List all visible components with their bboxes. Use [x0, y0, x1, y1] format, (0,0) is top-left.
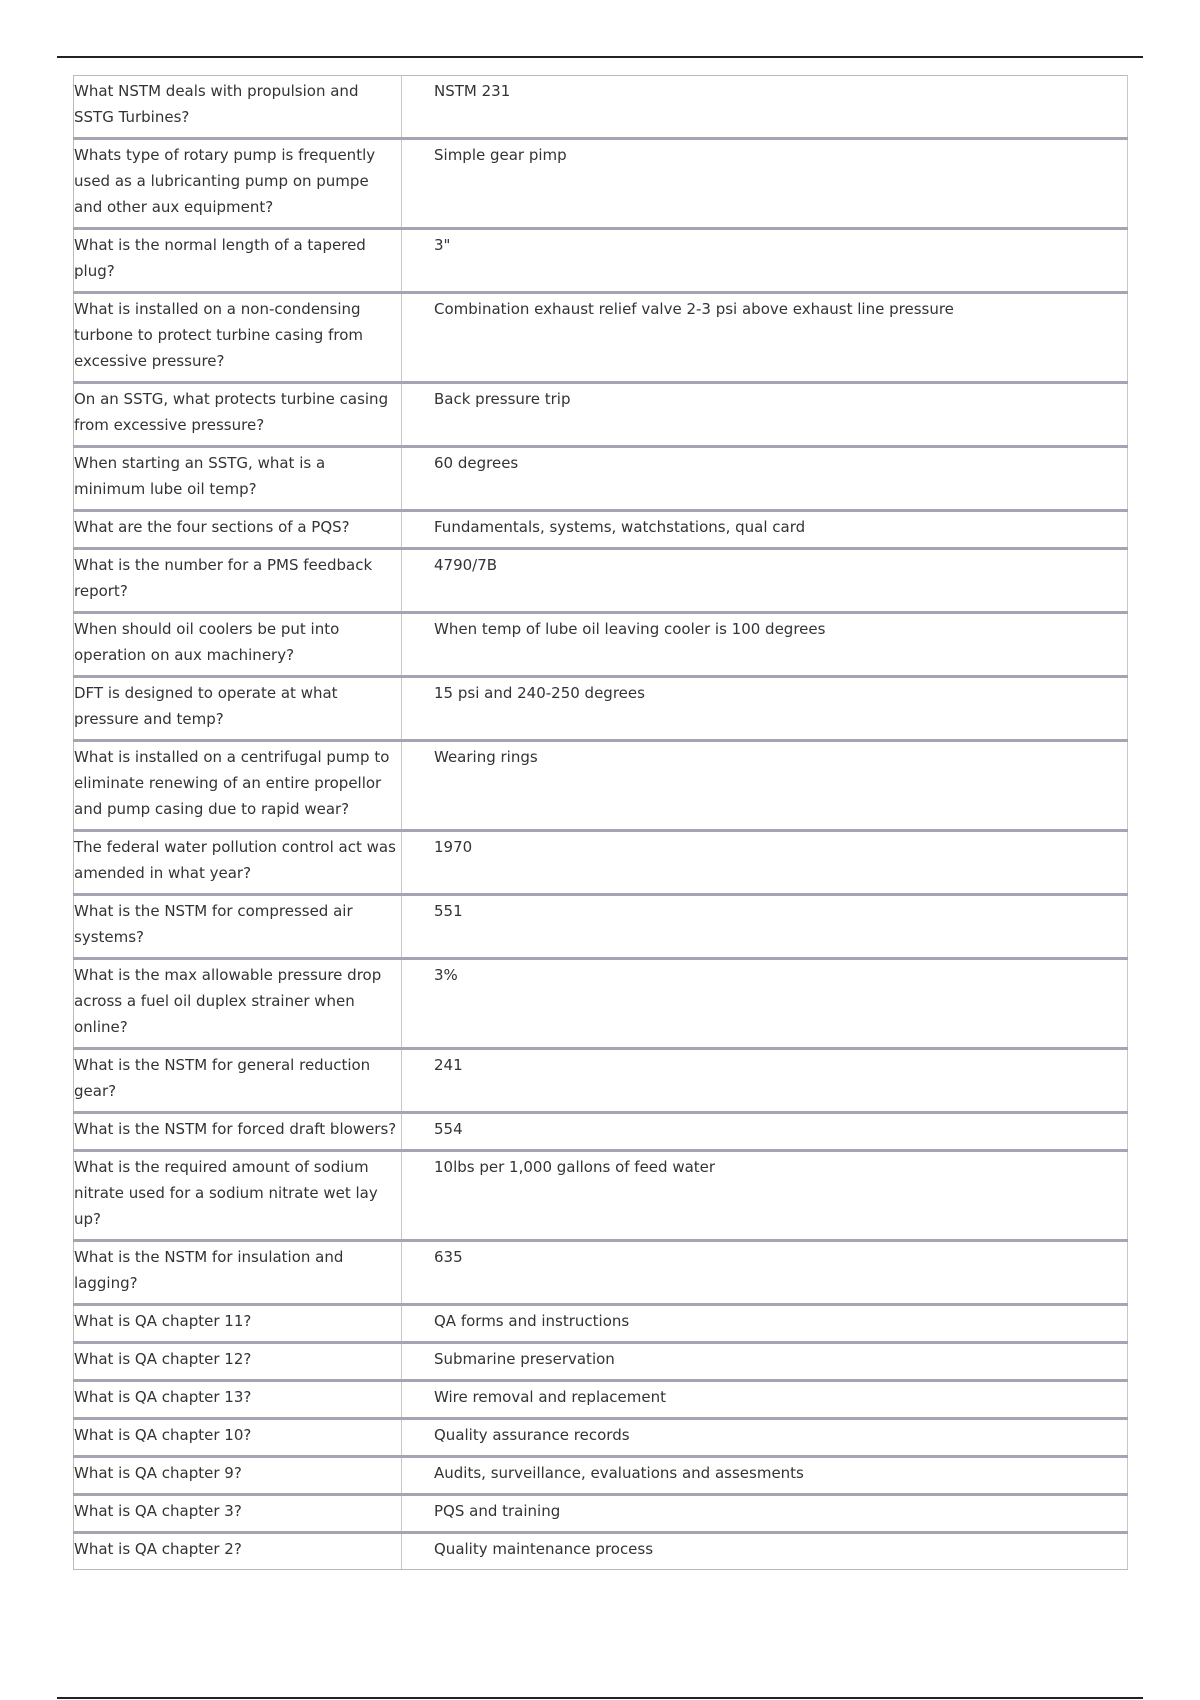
answer-cell: Back pressure trip: [402, 383, 1128, 447]
table-row: [74, 76, 1128, 139]
table-row: [74, 139, 1128, 229]
answer-cell: Submarine preservation: [402, 1343, 1128, 1381]
question-cell: When starting an SSTG, what is a minimum lube oil temp?: [74, 447, 402, 511]
question-cell: What is the normal length of a tapered plug?: [74, 229, 402, 293]
question-cell: What is QA chapter 9?: [74, 1457, 402, 1495]
question-cell: What is installed on a centrifugal pump to eliminate renewing of an entire propellor and pump casing due to rapid wear?: [74, 741, 402, 831]
question-cell: What is the required amount of sodium nitrate used for a sodium nitrate wet lay up?: [74, 1151, 402, 1241]
table-row: [74, 1305, 1128, 1343]
answer-cell: QA forms and instructions: [402, 1305, 1128, 1343]
table-row: [74, 959, 1128, 1049]
table-row: [74, 1113, 1128, 1151]
table-row: [74, 229, 1128, 293]
table-row: [74, 613, 1128, 677]
answer-cell: Quality maintenance process: [402, 1533, 1128, 1570]
question-cell: What is QA chapter 12?: [74, 1343, 402, 1381]
answer-cell: Quality assurance records: [402, 1419, 1128, 1457]
table-row: [74, 1533, 1128, 1570]
question-cell: When should oil coolers be put into operation on aux machinery?: [74, 613, 402, 677]
table-row: [74, 895, 1128, 959]
question-cell: What is QA chapter 13?: [74, 1381, 402, 1419]
answer-cell: 551: [402, 895, 1128, 959]
question-cell: What is installed on a non-condensing turbone to protect turbine casing from excessive pressure?: [74, 293, 402, 383]
answer-cell: 4790/7B: [402, 549, 1128, 613]
answer-cell: 15 psi and 240-250 degrees: [402, 677, 1128, 741]
answer-cell: 554: [402, 1113, 1128, 1151]
table-row: [74, 1151, 1128, 1241]
answer-cell: Combination exhaust relief valve 2-3 psi above exhaust line pressure: [402, 293, 1128, 383]
table-row: [74, 1241, 1128, 1305]
table-row: [74, 677, 1128, 741]
answer-cell: Simple gear pimp: [402, 139, 1128, 229]
table-row: [74, 741, 1128, 831]
question-cell: What is QA chapter 3?: [74, 1495, 402, 1533]
question-cell: DFT is designed to operate at what pressure and temp?: [74, 677, 402, 741]
table-row: [74, 447, 1128, 511]
question-cell: What are the four sections of a PQS?: [74, 511, 402, 549]
table-row: [74, 549, 1128, 613]
table-row: [74, 1457, 1128, 1495]
page-top-rule: [57, 56, 1143, 58]
answer-cell: When temp of lube oil leaving cooler is 100 degrees: [402, 613, 1128, 677]
question-cell: What is the NSTM for compressed air systems?: [74, 895, 402, 959]
answer-cell: PQS and training: [402, 1495, 1128, 1533]
table-row: [74, 1419, 1128, 1457]
answer-cell: Wire removal and replacement: [402, 1381, 1128, 1419]
answer-cell: 60 degrees: [402, 447, 1128, 511]
question-cell: On an SSTG, what protects turbine casing from excessive pressure?: [74, 383, 402, 447]
answer-cell: 3": [402, 229, 1128, 293]
answer-cell: Fundamentals, systems, watchstations, qual card: [402, 511, 1128, 549]
answer-cell: Audits, surveillance, evaluations and assesments: [402, 1457, 1128, 1495]
question-cell: What is the number for a PMS feedback report?: [74, 549, 402, 613]
table-row: [74, 293, 1128, 383]
answer-cell: Wearing rings: [402, 741, 1128, 831]
question-cell: What is QA chapter 2?: [74, 1533, 402, 1570]
page-bottom-rule: [57, 1697, 1143, 1699]
question-cell: What is the max allowable pressure drop across a fuel oil duplex strainer when online?: [74, 959, 402, 1049]
question-cell: What is the NSTM for general reduction gear?: [74, 1049, 402, 1113]
question-cell: What is the NSTM for forced draft blowers?: [74, 1113, 402, 1151]
table-row: [74, 383, 1128, 447]
answer-cell: 3%: [402, 959, 1128, 1049]
table-row: [74, 1381, 1128, 1419]
answer-cell: 241: [402, 1049, 1128, 1113]
answer-cell: 1970: [402, 831, 1128, 895]
question-cell: What is the NSTM for insulation and lagging?: [74, 1241, 402, 1305]
question-cell: What NSTM deals with propulsion and SSTG Turbines?: [74, 76, 402, 139]
answer-cell: NSTM 231: [402, 76, 1128, 139]
question-cell: What is QA chapter 10?: [74, 1419, 402, 1457]
table-row: [74, 1495, 1128, 1533]
flashcard-table: [73, 75, 1128, 1570]
answer-cell: 635: [402, 1241, 1128, 1305]
table-row: [74, 1049, 1128, 1113]
question-cell: The federal water pollution control act was amended in what year?: [74, 831, 402, 895]
question-cell: What is QA chapter 11?: [74, 1305, 402, 1343]
question-cell: Whats type of rotary pump is frequently used as a lubricanting pump on pumpe and other aux equipment?: [74, 139, 402, 229]
answer-cell: 10lbs per 1,000 gallons of feed water: [402, 1151, 1128, 1241]
table-row: [74, 511, 1128, 549]
table-row: [74, 831, 1128, 895]
table-row: [74, 1343, 1128, 1381]
